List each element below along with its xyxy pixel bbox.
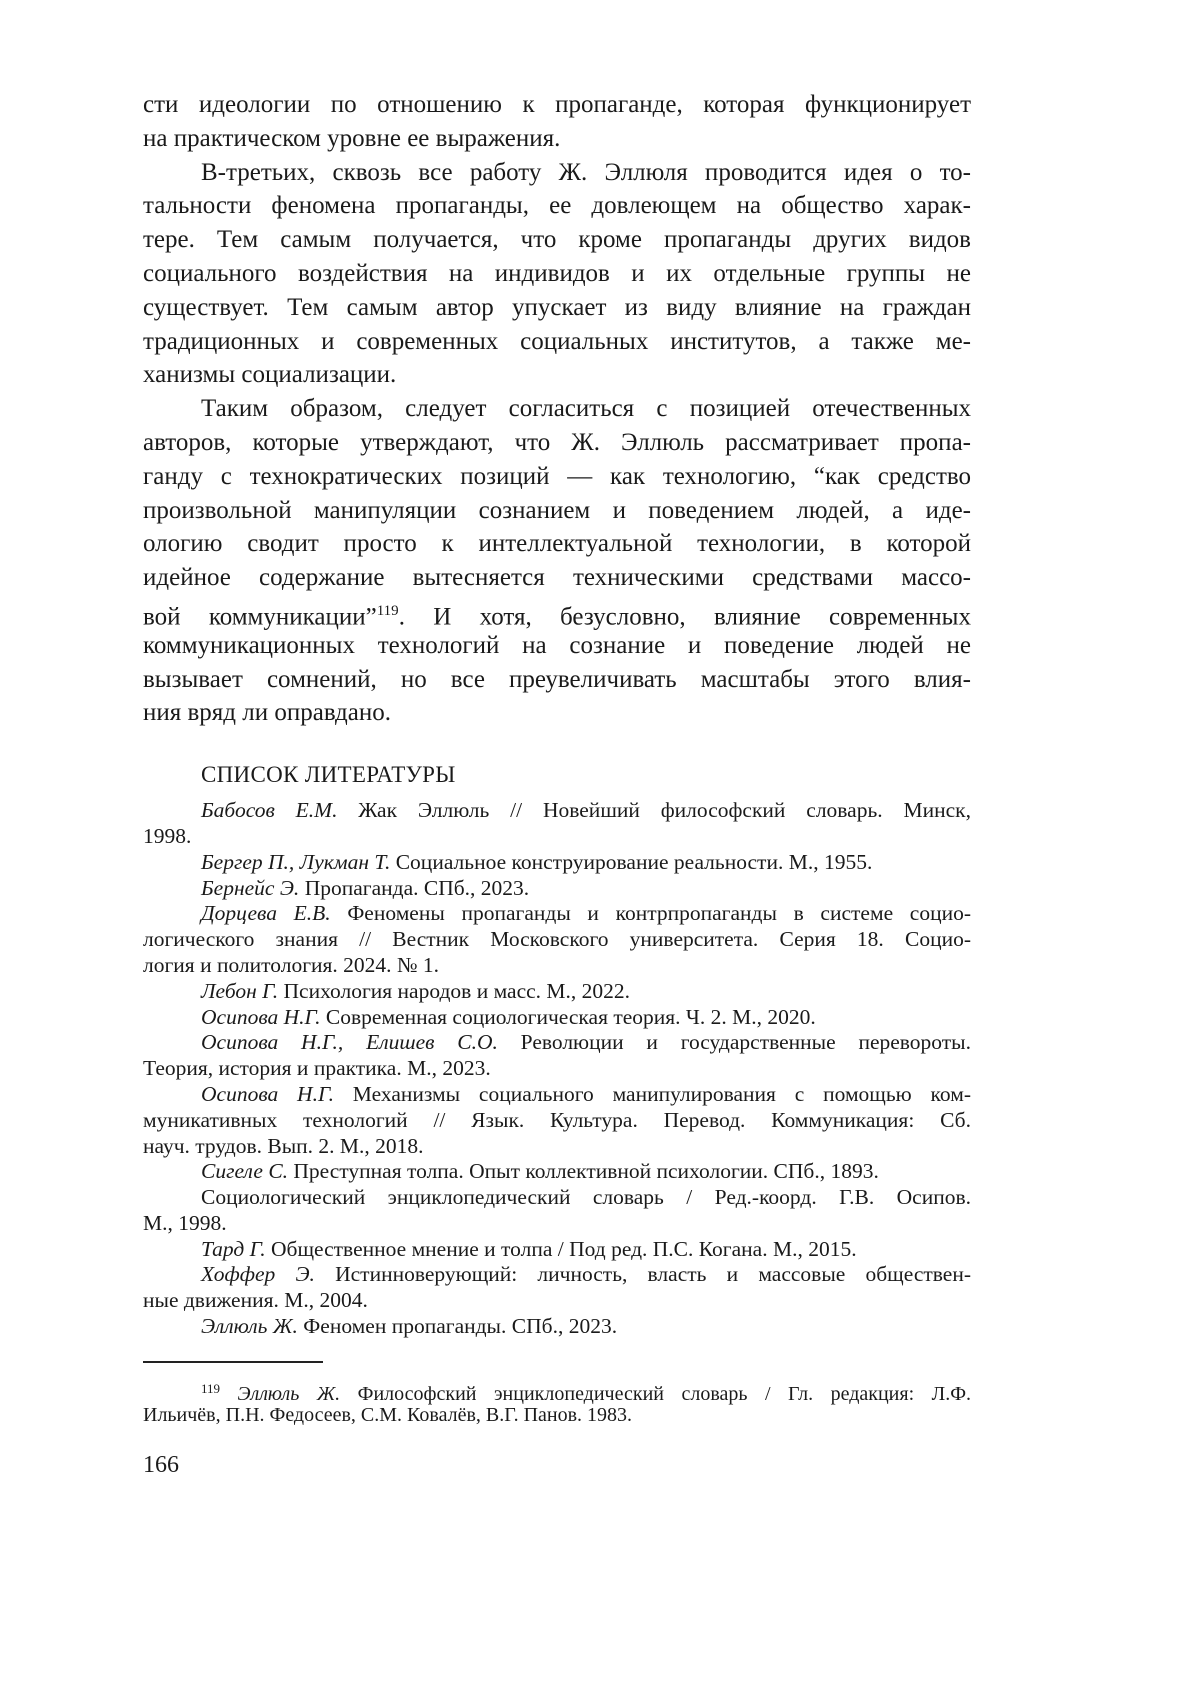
body-line bbox=[143, 291, 971, 325]
line-text: вызывает сомнений, но все преувеличивать масштабы этого влия- bbox=[143, 666, 971, 693]
body-line bbox=[143, 460, 971, 494]
reference-text: Современная социологическая теория. Ч. 2. М., 2020. bbox=[321, 1005, 816, 1029]
body-line bbox=[143, 156, 971, 190]
reference-author: Бернейс Э. bbox=[201, 876, 299, 900]
line-text: ния вряд ли оправдано. bbox=[143, 699, 391, 726]
line-text: . И хотя, безусловно, влияние современных bbox=[399, 603, 971, 630]
reference-text: Социальное конструирование реальности. М., 1955. bbox=[390, 850, 872, 874]
footnote-ref: 119 bbox=[377, 603, 399, 619]
body-line bbox=[143, 561, 971, 595]
reference-line bbox=[143, 1262, 971, 1288]
line-text: ганду с технократических позиций — как технологию, “как средство bbox=[143, 463, 971, 490]
line-text: социального воздействия на индивидов и их отдельные группы не bbox=[143, 260, 971, 287]
body-line bbox=[143, 629, 971, 663]
reference-author: Бергер П., Лукман Т. bbox=[201, 850, 390, 874]
body-line bbox=[143, 358, 971, 392]
body-line bbox=[143, 426, 971, 460]
line-text: сти идеологии по отношению к пропаганде, которая функционирует bbox=[143, 91, 971, 118]
body-line bbox=[143, 223, 971, 257]
body-line bbox=[143, 595, 971, 629]
page-number: 166 bbox=[143, 1452, 179, 1479]
reference-author: Сигеле С. bbox=[201, 1159, 288, 1183]
reference-author: Хоффер Э. bbox=[201, 1262, 315, 1286]
reference-line bbox=[143, 798, 971, 824]
reference-text: Общественное мнение и толпа / Под ред. П.С. Когана. М., 2015. bbox=[266, 1237, 857, 1261]
line-text: вой коммуникации” bbox=[143, 603, 377, 630]
line-text: авторов, которые утверждают, что Ж. Эллюль рассматривает пропа- bbox=[143, 429, 971, 456]
reference-line bbox=[143, 824, 971, 850]
references-list bbox=[143, 798, 971, 1340]
footnote-divider bbox=[143, 1361, 323, 1363]
footnote-line: Ильичёв, П.Н. Федосеев, С.М. Ковалёв, В.Г. Панов. 1983. bbox=[143, 1402, 971, 1428]
line-text: В-третьих, сквозь все работу Ж. Эллюля проводится идея о то- bbox=[201, 159, 971, 186]
reference-text: логия и политология. 2024. № 1. bbox=[143, 953, 439, 977]
reference-text: Преступная толпа. Опыт коллективной психологии. СПб., 1893. bbox=[288, 1159, 879, 1183]
body-line bbox=[143, 663, 971, 697]
reference-line bbox=[143, 901, 971, 927]
reference-line bbox=[143, 1082, 971, 1108]
line-text: коммуникационных технологий на сознание и поведение людей не bbox=[143, 632, 971, 659]
reference-author: Осипова Н.Г. bbox=[201, 1005, 321, 1029]
body-line bbox=[143, 494, 971, 528]
line-text: традиционных и современных социальных институтов, а также ме- bbox=[143, 328, 971, 355]
reference-text: науч. трудов. Вып. 2. М., 2018. bbox=[143, 1134, 424, 1158]
line-text: тальности феномена пропаганды, ее довлеющем на общество харак- bbox=[143, 192, 971, 219]
reference-line bbox=[143, 1211, 971, 1237]
reference-text: Истинноверующий: личность, власть и массовые обществен- bbox=[315, 1262, 971, 1286]
reference-line bbox=[143, 1314, 971, 1340]
reference-line bbox=[143, 850, 971, 876]
line-text: существует. Тем самым автор упускает из виду влияние на граждан bbox=[143, 294, 971, 321]
reference-text: Революции и государственные перевороты. bbox=[498, 1030, 971, 1054]
reference-author: Тард Г. bbox=[201, 1237, 266, 1261]
page-content bbox=[143, 88, 971, 1340]
body-line bbox=[143, 325, 971, 359]
reference-text: ные движения. М., 2004. bbox=[143, 1288, 368, 1312]
reference-text: логического знания // Вестник Московского университета. Серия 18. Социо- bbox=[143, 927, 971, 951]
reference-author: Дорцева Е.В. bbox=[201, 901, 331, 925]
line-text: Таким образом, следует согласиться с позицией отечественных bbox=[201, 395, 971, 422]
line-text: на практическом уровне ее выражения. bbox=[143, 125, 560, 152]
body-line bbox=[143, 696, 971, 730]
footnote-line bbox=[143, 1376, 971, 1402]
footnote bbox=[143, 1376, 971, 1428]
reference-line bbox=[143, 953, 971, 979]
reference-line bbox=[143, 876, 971, 902]
reference-author: Бабосов Е.М. bbox=[201, 798, 337, 822]
reference-text: Жак Эллюль // Новейший философский словарь. Минск, bbox=[337, 798, 971, 822]
reference-author: Осипова Н.Г., Елишев С.О. bbox=[201, 1030, 498, 1054]
reference-text: Феномены пропаганды и контрпропаганды в системе социо- bbox=[331, 901, 971, 925]
reference-line bbox=[143, 1288, 971, 1314]
body-text bbox=[143, 88, 971, 730]
line-text: идейное содержание вытесняется техническими средствами массо- bbox=[143, 564, 971, 591]
reference-text: Феномен пропаганды. СПб., 2023. bbox=[298, 1314, 617, 1338]
references-heading: СПИСОК ЛИТЕРАТУРЫ bbox=[143, 760, 971, 790]
reference-line bbox=[143, 1030, 971, 1056]
reference-line bbox=[143, 1185, 971, 1211]
body-line bbox=[143, 257, 971, 291]
reference-author: Лебон Г. bbox=[201, 979, 278, 1003]
reference-text: Социологический энциклопедический словарь / Ред.-коорд. Г.В. Осипов. bbox=[201, 1185, 971, 1209]
reference-text: Теория, история и практика. М., 2023. bbox=[143, 1056, 491, 1080]
reference-author: Осипова Н.Г. bbox=[201, 1082, 334, 1106]
line-text: произвольной манипуляции сознанием и поведением людей, а иде- bbox=[143, 497, 971, 524]
body-line bbox=[143, 88, 971, 122]
reference-line bbox=[143, 1134, 971, 1160]
reference-line bbox=[143, 1108, 971, 1134]
reference-text: 1998. bbox=[143, 824, 191, 848]
body-line bbox=[143, 527, 971, 561]
reference-text: Психология народов и масс. М., 2022. bbox=[278, 979, 630, 1003]
body-line bbox=[143, 392, 971, 426]
reference-line bbox=[143, 1005, 971, 1031]
reference-line bbox=[143, 1237, 971, 1263]
reference-text: Пропаганда. СПб., 2023. bbox=[299, 876, 529, 900]
reference-text: муникативных технологий // Язык. Культура. Перевод. Коммуникация: Сб. bbox=[143, 1108, 971, 1132]
line-text: ологию сводит просто к интеллектуальной технологии, в которой bbox=[143, 530, 971, 557]
line-text: ханизмы социализации. bbox=[143, 361, 396, 388]
reference-author: Эллюль Ж. bbox=[201, 1314, 298, 1338]
body-line bbox=[143, 122, 971, 156]
reference-line bbox=[143, 1056, 971, 1082]
reference-line bbox=[143, 979, 971, 1005]
reference-line bbox=[143, 927, 971, 953]
reference-text: М., 1998. bbox=[143, 1211, 227, 1235]
footnote-number: 119 bbox=[201, 1381, 220, 1396]
footnote-text: Философский энциклопедический словарь / Гл. редакция: Л.Ф. bbox=[340, 1383, 971, 1405]
reference-line bbox=[143, 1159, 971, 1185]
body-line bbox=[143, 189, 971, 223]
line-text: тере. Тем самым получается, что кроме пропаганды других видов bbox=[143, 226, 971, 253]
footnote-author: Эллюль Ж. bbox=[238, 1383, 341, 1405]
reference-text: Механизмы социального манипулирования с помощью ком- bbox=[334, 1082, 971, 1106]
